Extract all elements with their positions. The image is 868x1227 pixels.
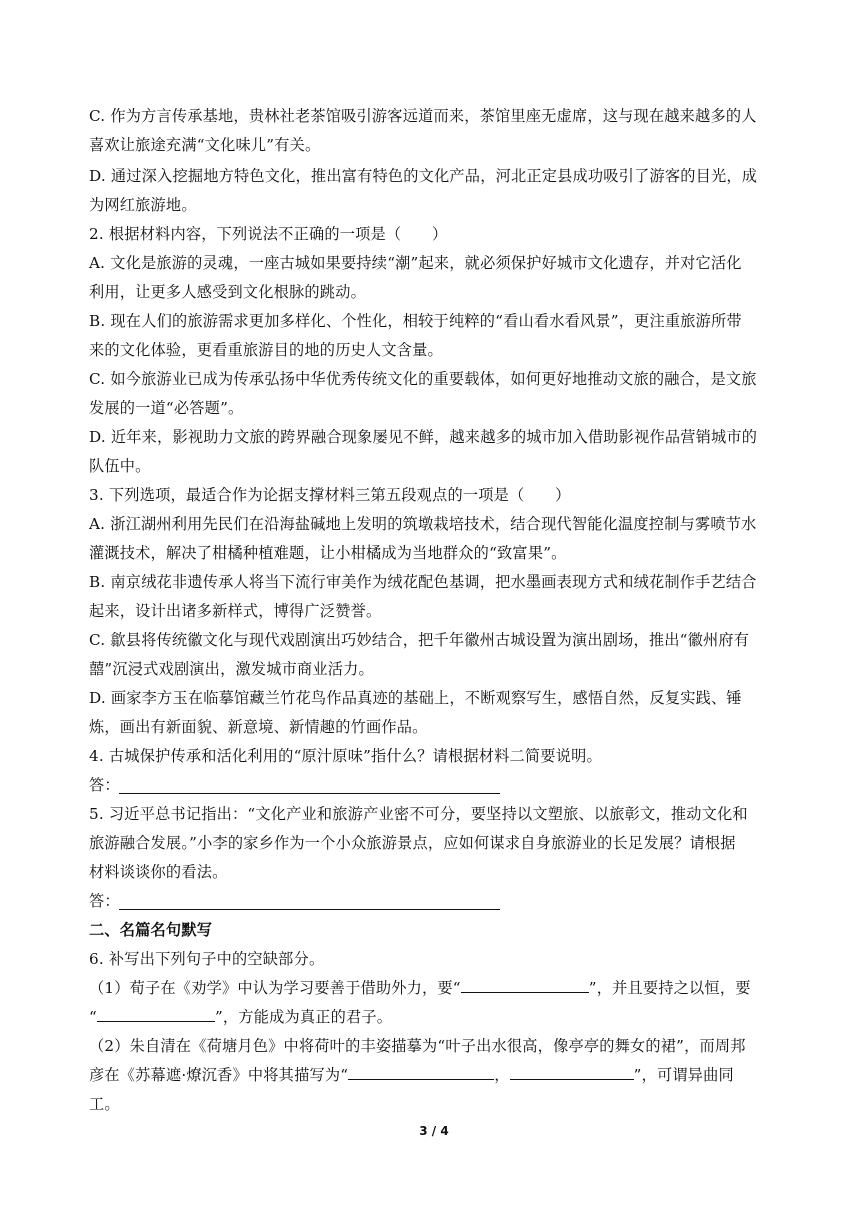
q6-part-1-line1 [89, 978, 751, 998]
q4-answer-label: 答： [89, 776, 120, 794]
q6-2-text-b: 彦在《苏幕遮·燎沉香》中将其描写为“ [89, 1066, 349, 1084]
q1-option-d-line1: D. 通过深入挖掘地方特色文化，推出富有特色的文化产品，河北正定县成功吸引了游客的目光，成 [89, 167, 758, 185]
q6-1-text-c: “ [89, 1008, 97, 1026]
question-2: 2. 根据材料内容，下列说法不正确的一项是（ ） [89, 225, 448, 243]
q6-part-2-line1: （2）朱自清在《荷塘月色》中将荷叶的丰姿描摹为“叶子出水很高，像亭亭的舞女的裙”，而周邦 [89, 1037, 746, 1055]
q6-1-text-b: ”，并且要持之以恒，要 [588, 979, 751, 997]
q6-2-text-c: ”，可谓异曲同 [633, 1066, 734, 1084]
q3-option-d-line1: D. 画家李方玉在临摹馆藏兰竹花鸟作品真迹的基础上，不断观察写生，感悟自然，反复实践、锤 [89, 689, 742, 707]
q2-option-c-line1: C. 如今旅游业已成为传承弘扬中华优秀传统文化的重要载体，如何更好地推动文旅的融合，是文旅 [89, 370, 757, 388]
q3-option-c-line1: C. 歙县将传统徽文化与现代戏剧演出巧妙结合，把千年徽州古城设置为演出剧场，推出“徽州府有 [89, 631, 750, 649]
q1-option-c-line2: 喜欢让旅途充满“文化味儿”有关。 [89, 136, 321, 154]
q6-2-blank-2[interactable] [510, 1065, 634, 1080]
q5-answer-blank[interactable] [119, 908, 500, 910]
q3-option-b-line2: 起来，设计出诸多新样式，博得广泛赞誉。 [89, 602, 382, 620]
q2-option-c-line2: 发展的一道“必答题”。 [89, 399, 244, 417]
q6-part-2-line3: 工。 [89, 1095, 120, 1113]
q6-1-text-a: （1）荀子在《劝学》中认为学习要善于借助外力，要“ [89, 979, 461, 997]
q1-option-d-line2: 为网红旅游地。 [89, 196, 197, 214]
question-3: 3. 下列选项，最适合作为论据支撑材料三第五段观点的一项是（ ） [89, 486, 571, 504]
q1-option-c-line1: C. 作为方言传承基地，贵林社老茶馆吸引游客远道而来，茶馆里座无虚席，这与现在越来越多的人 [89, 107, 757, 125]
question-4: 4. 古城保护传承和活化利用的“原汁原味”指什么？请根据材料二简要说明。 [89, 747, 602, 765]
q6-2-blank-1[interactable] [348, 1065, 494, 1080]
q6-1-blank-1[interactable] [461, 978, 589, 993]
q2-option-b-line2: 来的文化体验，更看重旅游目的地的历史人文含量。 [89, 341, 443, 359]
q3-option-a-line1: A. 浙江湖州利用先民们在沿海盐碱地上发明的筑墩栽培技术，结合现代智能化温度控制与雾喷节水 [89, 515, 757, 533]
q6-2-separator: ， [494, 1066, 510, 1084]
question-5-line1: 5. 习近平总书记指出：“文化产业和旅游产业密不可分，要坚持以文塑旅、以旅彰文，推动文化和 [89, 805, 748, 823]
question-5-line3: 材料谈谈你的看法。 [89, 863, 228, 881]
question-5-line2: 旅游融合发展。”小李的家乡作为一个小众旅游景点，应如何谋求自身旅游业的长足发展？请根据 [89, 834, 736, 852]
q6-1-text-d: ”，方能成为真正的君子。 [214, 1008, 393, 1026]
q6-part-1-line2 [89, 1007, 392, 1027]
q6-1-blank-2[interactable] [97, 1007, 215, 1022]
section-2-heading: 二、名篇名句默写 [89, 921, 213, 939]
q5-answer-label: 答： [89, 892, 120, 910]
q3-option-b-line1: B. 南京绒花非遗传承人将当下流行审美作为绒花配色基调，把水墨画表现方式和绒花制作手艺结合 [89, 573, 757, 591]
q2-option-b-line1: B. 现在人们的旅游需求更加多样化、个性化，相较于纯粹的“看山看水看风景”，更注重旅游所带 [89, 312, 742, 330]
q3-option-a-line2: 灌溉技术，解决了柑橘种植难题，让小柑橘成为当地群众的“致富果”。 [89, 544, 567, 562]
q2-option-a-line1: A. 文化是旅游的灵魂，一座古城如果要持续“潮”起来，就必须保护好城市文化遗存，并对它活化 [89, 254, 742, 272]
q2-option-d-line1: D. 近年来，影视助力文旅的跨界融合现象屡见不鲜，越来越多的城市加入借助影视作品营销城市的 [89, 428, 758, 446]
q3-option-d-line2: 炼，画出有新面貌、新意境、新情趣的竹画作品。 [89, 718, 428, 736]
page-number: 3 / 4 [419, 1124, 449, 1138]
q6-part-2-line2 [89, 1065, 734, 1085]
question-6: 6. 补写出下列句子中的空缺部分。 [89, 950, 325, 968]
q2-option-d-line2: 队伍中。 [89, 457, 151, 475]
q3-option-c-line2: 囍”沉浸式戏剧演出，激发城市商业活力。 [89, 660, 374, 678]
q4-answer-blank[interactable] [119, 792, 500, 794]
q2-option-a-line2: 利用，让更多人感受到文化根脉的跳动。 [89, 283, 366, 301]
